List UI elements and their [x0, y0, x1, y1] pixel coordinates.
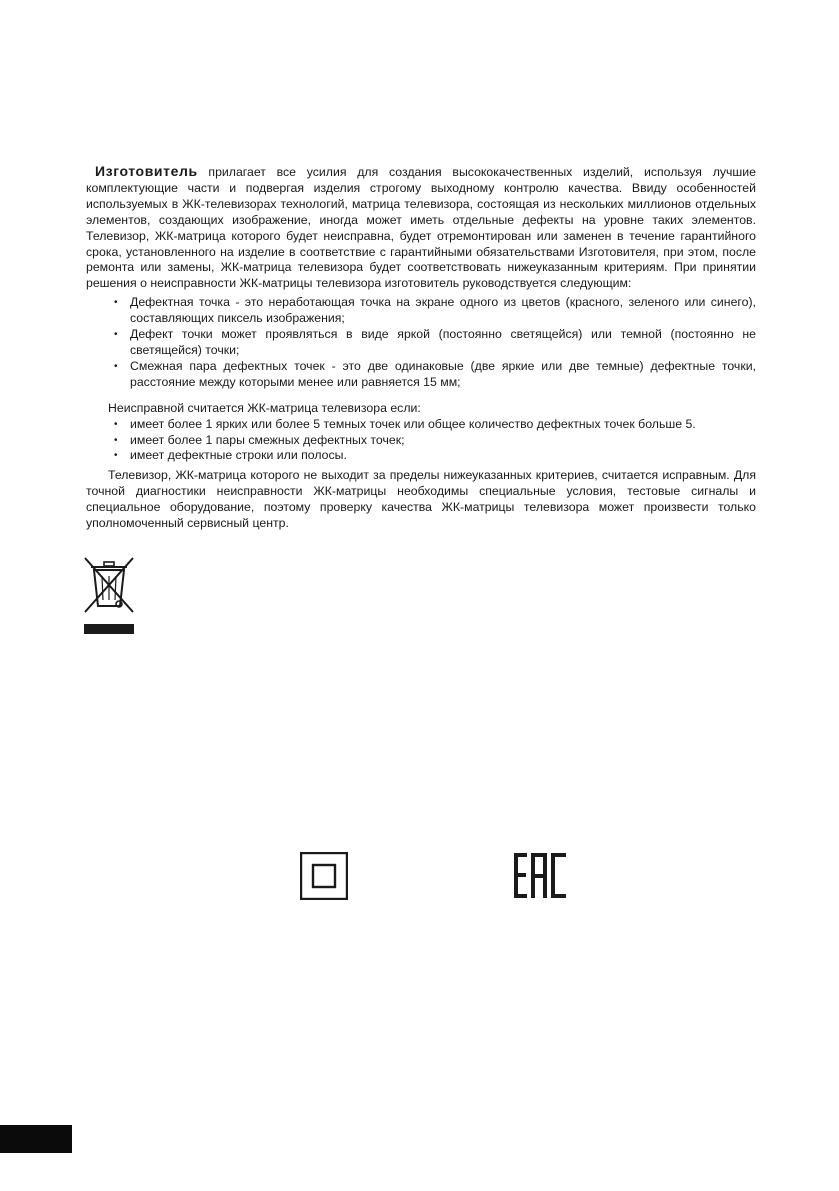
definitions-list	[86, 295, 756, 390]
lcd-defect-notice	[86, 164, 756, 532]
list-item: • Дефектная точка - это неработающая точка на экране одного из цветов (красного, зеленого или синего), составляющих пиксель изображения;	[130, 295, 756, 327]
double-insulation-icon	[300, 852, 348, 900]
eac-mark-icon	[513, 852, 567, 899]
conditions-list	[86, 417, 756, 465]
intro-paragraph	[86, 164, 756, 292]
list-item: • Дефект точки может проявляться в виде яркой (постоянно светящейся) или темной (постоянно не светящейся) точки;	[130, 327, 756, 359]
intro-text: прилагает все усилия для создания высококачественных изделий, используя лучшие комплектующие части и подвергая изделия строгому выходному контролю качества. Ввиду особенностей используемых в ЖК-телевизорах технологий, матрица телевизора, состоящая из нескольких миллионов отдельных элементов, создающих изображение, иногда может иметь отдельные дефекты на уровне таких элементов. Телевизор, ЖК-матрица которого будет неисправна, будет отремонтирован или заменен в течение гарантийного срока, установленного на изделие в соответствие с гарантийными обязательствами Изготовителя, при этом, после ремонта или замены, ЖК-матрица телевизора будет соответствовать нижеуказанным критериям. При принятии решения о неисправности ЖК-матрицы телевизора изготовитель руководствуется следующим:	[86, 165, 757, 291]
crossed-out-wheelie-bin-icon	[80, 554, 138, 638]
list-item: • Смежная пара дефектных точек - это две одинаковые (две яркие или две темные) дефектные точки, расстояние между которыми менее или равняется 15 мм;	[130, 359, 756, 391]
list-item: • имеет более 1 ярких или более 5 темных точек или общее количество дефектных точек больше 5.	[130, 417, 756, 433]
manufacturer-label: Изготовитель	[95, 163, 198, 179]
conditions-intro: Неисправной считается ЖК-матрица телевизора если:	[108, 400, 421, 415]
page-corner-bar	[0, 1125, 72, 1153]
list-item: • имеет дефектные строки или полосы.	[130, 448, 756, 464]
conclusion-paragraph: Телевизор, ЖК-матрица которого не выходит за пределы нижеуказанных критериев, считается исправным. Для точной диагностики неисправности ЖК-матрицы необходимы специальные условия, тестовые сигналы и специальное оборудование, поэтому проверку качества ЖК-матрицы телевизора может произвести только уполномоченный сервисный центр.	[86, 468, 756, 531]
list-item: • имеет более 1 пары смежных дефектных точек;	[130, 433, 756, 449]
